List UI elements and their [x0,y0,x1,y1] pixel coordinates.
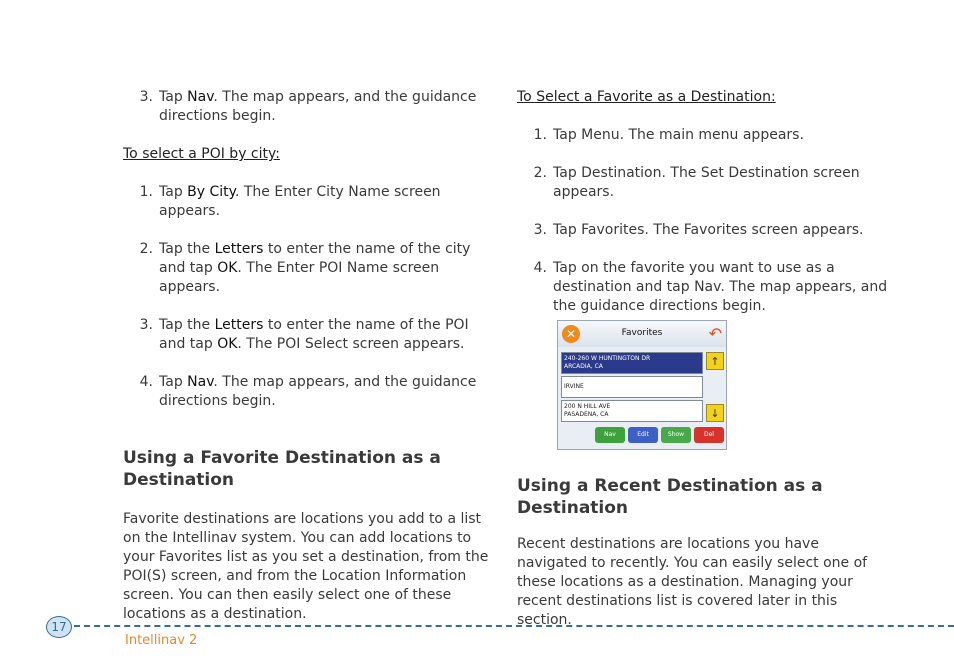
favorite-heading: To Select a Favorite as a Destination: [517,89,776,105]
list-item: 3. Tap Nav. The map appears, and the guidance directions begin. [139,89,477,124]
brand-label: Intellinav 2 [125,633,198,648]
poi-heading: To select a POI by city: [123,146,280,162]
favorite-steps [517,126,892,316]
steps-top [123,88,493,126]
show-button[interactable]: Show [661,427,691,443]
list-item: 3. Tap the Letters to enter the name of the POI and tap OK. The POI Select screen appears. [139,317,469,352]
nav-button[interactable]: Nav [595,427,625,443]
recent-section-title: Using a Recent Destination as a Destination [517,476,823,518]
back-arrow-icon[interactable]: ↶ [708,324,722,343]
list-item: 1. Tap Menu. The main menu appears. [533,127,804,143]
favorite-row[interactable]: 200 N HILL AVE PASADENA, CA [561,400,703,422]
list-item: 3. Tap Favorites. The Favorites screen appears. [533,222,864,238]
page-number: 17 [46,616,72,638]
footer-divider [74,625,954,627]
scroll-up-icon[interactable]: ↑ [706,352,724,370]
favorite-row[interactable]: 240-260 W HUNTINGTON DR ARCADIA, CA [561,352,703,374]
favorite-section-body: Favorite destinations are locations you add to a list on the Intellinav system. You can add locations to your Favorites list as you set a destination, from the POI(S) screen, and from the Location Information screen. You can then easily select one of these locations as a destination. [123,511,489,622]
close-icon[interactable]: ✕ [562,325,580,343]
list-item: 1. Tap By City. The Enter City Name screen appears. [139,184,441,219]
list-item: 2. Tap the Letters to enter the name of the city and tap OK. The Enter POI Name screen appears. [139,241,471,295]
favorite-section-title: Using a Favorite Destination as a Destination [123,448,441,490]
favorites-screen-image [557,320,727,450]
list-item: 4. Tap Nav. The map appears, and the guidance directions begin. [139,374,477,409]
poi-steps [123,183,493,411]
favorite-row[interactable]: IRVINE [561,376,703,398]
edit-button[interactable]: Edit [628,427,658,443]
favorites-screen-header [558,321,726,347]
favorites-screen-title: Favorites [621,328,663,338]
left-column [123,88,493,624]
list-item: 2. Tap Destination. The Set Destination screen appears. [533,165,860,200]
recent-section-body: Recent destinations are locations you have navigated to recently. You can easily select one of these locations as a destination. Managing your recent destinations list is covered later in this section. [517,536,868,628]
list-item: 4. Tap on the favorite you want to use as a destination and tap Nav. The map appears, and the guidance directions begin. [533,260,888,314]
scroll-down-icon[interactable]: ↓ [706,404,724,422]
delete-button[interactable]: Del [694,427,724,443]
